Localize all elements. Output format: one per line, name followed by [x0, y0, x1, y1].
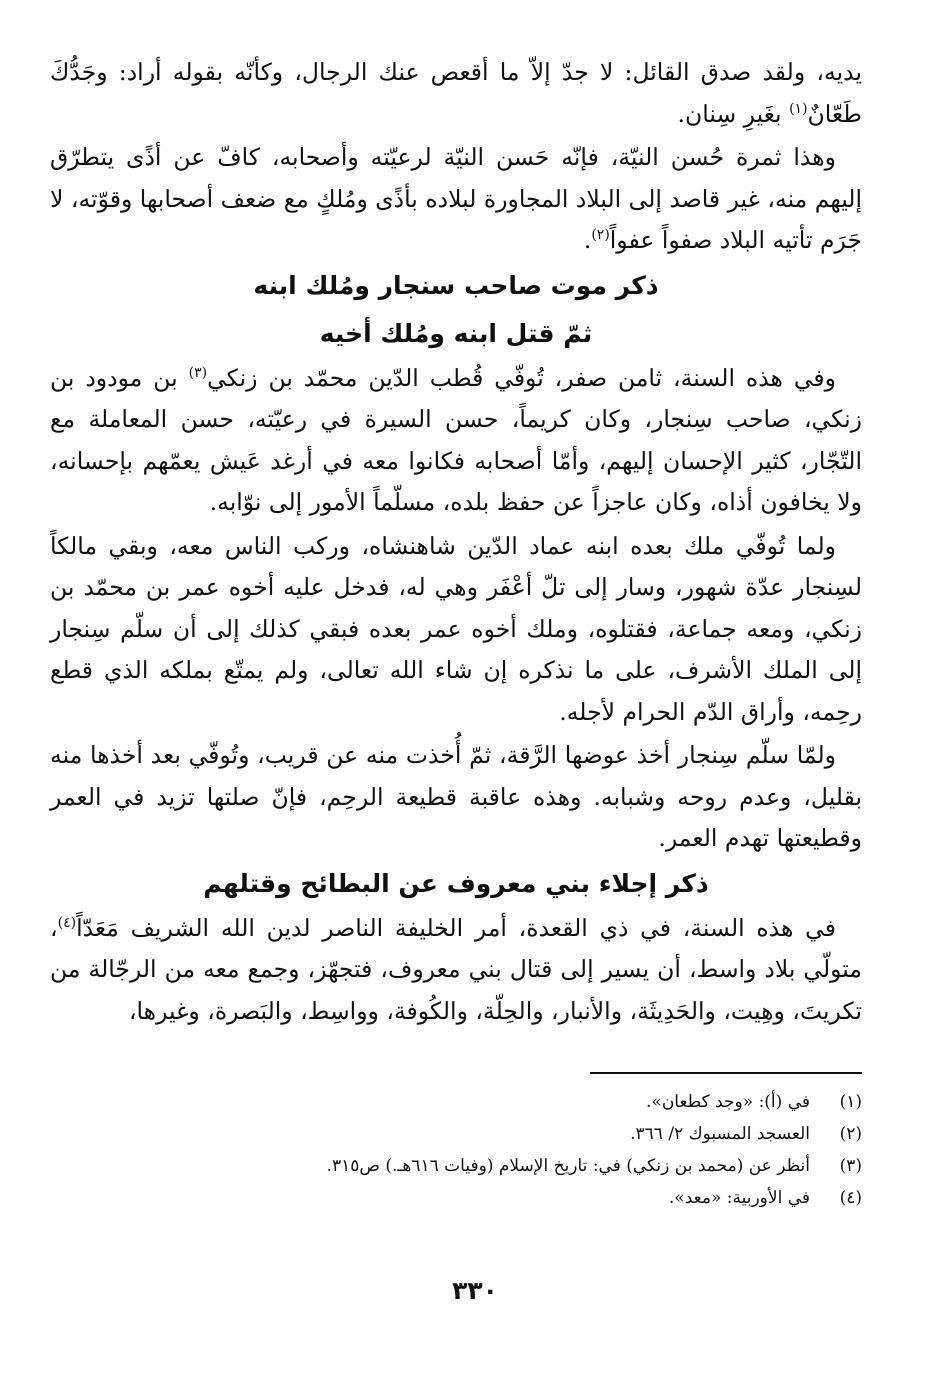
paragraph-text: يديه، ولقد صدق القائل: لا جدّ إلاّ ما أقعص عنك الرجال، وكأنّه بقوله أراد: وجَدُّكَ طَعّانٌ [50, 58, 862, 128]
footnote-ref-1[interactable]: (١) [789, 100, 808, 117]
paragraph-text: ، متولّي بلاد واسط، أن يسير إلى قتال بني معروف، فتجهّز، وجمع معه من الرجّالة من تكريتَ، وهِيت، والحَدِيثَة، والأنبار، والحِلّة، والكُوفة، وواسِط، والبَصرة، وغيرها، [50, 913, 862, 1025]
page-number: ٣٣٠ [452, 1276, 498, 1305]
paragraph-text: وفي هذه السنة، ثامن صفر، تُوفّي قُطب الدّين محمّد بن زنكي [207, 363, 837, 392]
footnote-number: (١) [839, 1092, 862, 1112]
paragraph-bani-maruf [50, 908, 862, 1033]
footnote-number: (٢) [839, 1124, 862, 1144]
footnote-ref-3[interactable]: (٣) [188, 364, 208, 381]
paragraph-raqqa: ولمّا سلّم سِنجار أخذ عوضها الرَّقة، ثمّ أُخذت منه عن قريب، وتُوفّي بعد أخذها منه بقليل، وعدم روحه وشبابه. وهذه عاقبة قطيعة الرحِم، فإنّ صلتها تزيد في العمر وقطيعتها تهدم العمر. [50, 741, 862, 852]
footnote-item [50, 1182, 862, 1214]
footnote-item [50, 1118, 862, 1150]
footnote-divider [590, 1072, 862, 1074]
paragraph-text: بغَيرِ سِنان. [677, 99, 790, 128]
paragraph-text: بن مودود بن زنكي، صاحب سِنجار، وكان كريماً، حسن السيرة في رعيّته، حسن المعاملة مع التّجّار، كثير الإحسان إليهم، وأمّا أصحابه فكانوا معه في أرغد عَيش يعمّهم بإحسانه، ولا يخافون أذاه، وكان عاجزاً عن حفظ بلده، مسلّماً الأمور إلى نوّابه. [50, 363, 862, 516]
section-subheading-sinjar: ثمّ قتل ابنه ومُلك أخيه [319, 318, 593, 348]
footnote-item [50, 1150, 862, 1182]
footnote-number: (٣) [839, 1156, 862, 1176]
footnote-ref-4[interactable]: (٤) [57, 914, 77, 931]
footnote-text: في (أ): «وجد كطعان». [646, 1092, 810, 1112]
section-heading-sinjar: ذكر موت صاحب سنجار ومُلك ابنه [253, 270, 659, 300]
paragraph-text: . [583, 226, 592, 254]
footnote-ref-2[interactable]: (٢) [591, 227, 610, 244]
paragraph-good-intention [50, 137, 862, 262]
footnote-text: العسجد المسبوك ٢/ ٣٦٦. [630, 1124, 810, 1144]
section-heading-bani-maruf: ذكر إجلاء بني معروف عن البطائح وقتلهم [203, 868, 709, 898]
paragraph-imad-al-din: ولما تُوفّي ملك بعده ابنه عماد الدّين شاهنشاه، وركب الناس معه، وبقي مالكاً لسِنجار عدّة شهور، وسار إلى تلّ أعْفَر وهي له، فدخل عليه أخوه عمر بن محمّد بن زنكي، ومعه جماعة، فقتلوه، وملك أخوه عمر بعده فبقي كذلك إلى أن سلّم سِنجار إلى الملك الأشرف، على ما نذكره إن شاء الله تعالى، ولم يمتّع بملكه الذي قطع رحِمه، وأراق الدّم الحرام لأجله. [50, 531, 862, 726]
footnote-number: (٤) [839, 1188, 862, 1208]
footnote-item [50, 1086, 862, 1118]
paragraph-text: في هذه السنة، في ذي القعدة، أمر الخليفة الناصر لدين الله الشريف مَعَدّاً [76, 913, 836, 942]
paragraph-qutb-al-din [50, 358, 862, 524]
paragraph-continuation [50, 52, 862, 135]
footnote-text: في الأوربية: «معد». [668, 1188, 810, 1208]
footnotes-list [50, 1086, 862, 1214]
paragraph-text: وهذا ثمرة حُسن النيّة، فإنّه حَسن النيّة لرعيّته وأصحابه، كافّ عن أذًى يتطرّق إليهم منه، غير قاصد إلى البلاد المجاورة لبلاده بأذًى ومُلكٍ مع ضعف أصحابها وقوّته، لا جَرَم تأتيه البلاد صفواً عفواً [50, 143, 862, 254]
footnote-text: أنظر عن (محمد بن زنكي) في: تاريخ الإسلام (وفيات ٦١٦هـ.) ص٣١٥. [326, 1156, 810, 1176]
